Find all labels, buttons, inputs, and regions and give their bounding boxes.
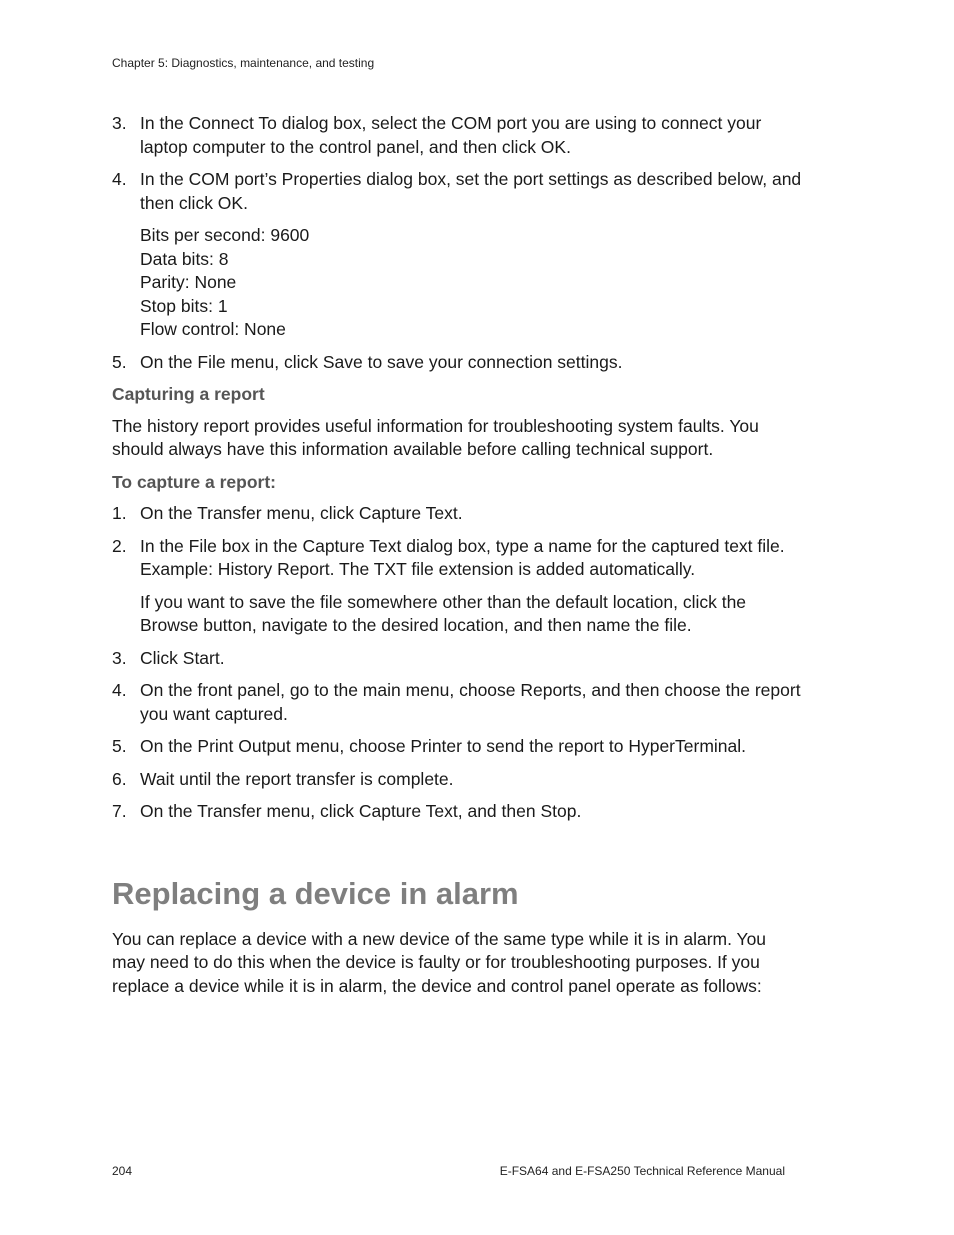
list-item [112, 679, 802, 726]
step-note: If you want to save the file somewhere other than the default location, click the Browse button, navigate to the desired location, and then name the file. [140, 591, 747, 635]
list-item [112, 112, 802, 159]
list-item [112, 800, 802, 824]
step-number: 5. [112, 736, 127, 756]
step-text: On the Transfer menu, click Capture Text. [140, 503, 463, 523]
list-item [112, 351, 802, 375]
port-settings [112, 224, 802, 342]
step-text: In the COM port’s Properties dialog box, set the port settings as described below, and then click OK. [140, 169, 802, 213]
section-title: Replacing a device in alarm [112, 875, 519, 911]
step-number: 7. [112, 801, 127, 821]
list-item [112, 502, 802, 526]
step-text: In the Connect To dialog box, select the COM port you are using to connect your laptop computer to the control panel, and then click OK. [140, 113, 762, 157]
step-text: Click Start. [140, 647, 225, 668]
step-number: 2. [112, 535, 127, 556]
setting-line: Data bits: 8 [140, 248, 229, 269]
section-subheading: Capturing a report [112, 384, 265, 404]
step-text: On the Print Output menu, choose Printer to send the report to HyperTerminal. [140, 736, 746, 756]
setting-line: Stop bits: 1 [140, 295, 228, 316]
page-number: 204 [112, 1164, 133, 1178]
step-text: Wait until the report transfer is complete. [140, 768, 454, 789]
page-content [112, 112, 802, 1007]
setting-line: Bits per second: 9600 [140, 225, 310, 245]
intro-paragraph: The history report provides useful information for troubleshooting system faults. You should always have this information available before calling technical support. [112, 415, 759, 459]
list-item [112, 535, 802, 582]
step-text: On the File menu, click Save to save your connection settings. [140, 351, 623, 372]
manual-title: E-FSA64 and E-FSA250 Technical Reference Manual [499, 1164, 785, 1178]
step-text: In the File box in the Capture Text dialog box, type a name for the captured text file. Example: History Report. The TXT file extension is added automatically. [140, 535, 785, 579]
setting-line: Parity: None [140, 272, 237, 292]
list-item [112, 168, 802, 215]
step-number: 3. [112, 113, 127, 133]
procedure-heading: To capture a report: [112, 471, 277, 492]
step-number: 6. [112, 768, 127, 789]
body-paragraph: You can replace a device with a new device of the same type while it is in alarm. You may need to do this when the device is faulty or for troubleshooting purposes. If you replace a device while it is in alarm, the device and control panel operate as follows: [112, 928, 767, 996]
step-number: 5. [112, 351, 127, 372]
list-item [112, 735, 802, 759]
setting-line: Flow control: None [140, 319, 286, 339]
step-number: 3. [112, 647, 127, 668]
list-item [112, 647, 802, 671]
step-number: 4. [112, 169, 127, 189]
step-number: 1. [112, 503, 127, 523]
step-number: 4. [112, 680, 127, 700]
step-text: On the Transfer menu, click Capture Text, and then Stop. [140, 801, 582, 821]
step-text: On the front panel, go to the main menu, choose Reports, and then choose the report you want captured. [140, 680, 801, 724]
chapter-header: Chapter 5: Diagnostics, maintenance, and testing [112, 56, 375, 70]
list-item [112, 768, 802, 792]
